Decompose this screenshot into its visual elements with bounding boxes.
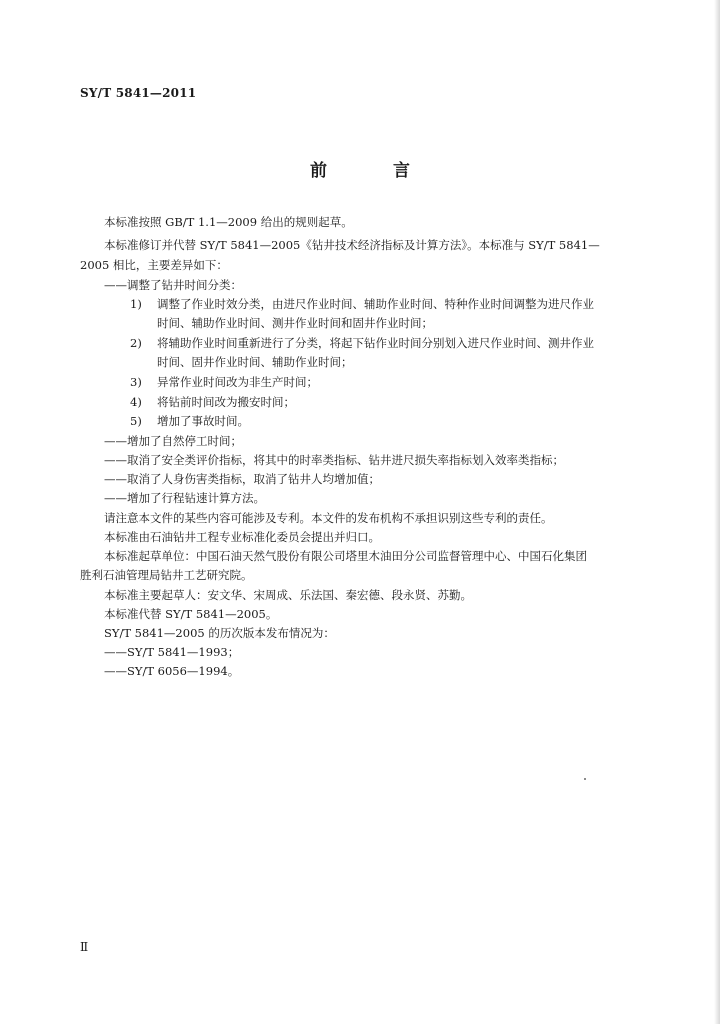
page-edge-shadow — [714, 0, 720, 1024]
numbered-item-4-number: 4) — [130, 395, 142, 409]
paragraph-drafters: 本标准主要起草人：安文华、宋周成、乐法国、秦宏德、段永贤、苏勤。 — [104, 588, 472, 602]
numbered-item-4-line1: 将钻前时间改为搬安时间； — [157, 395, 295, 409]
dash-item-trip-speed: ——增加了行程钻速计算方法。 — [104, 491, 265, 505]
numbered-item-1-line1: 调整了作业时效分类，由进尺作业时间、辅助作业时间、特种作业时间调整为进尺作业 — [157, 297, 594, 311]
numbered-item-2-line1: 将辅助作业时间重新进行了分类，将起下钻作业时间分别划入进尺作业时间、测井作业 — [157, 336, 594, 350]
scan-speck — [584, 778, 586, 780]
numbered-item-5-number: 5) — [130, 414, 142, 428]
numbered-item-5-line1: 增加了事故时间。 — [157, 414, 249, 428]
paragraph-patent-notice: 请注意本文件的某些内容可能涉及专利。本文件的发布机构不承担识别这些专利的责任。 — [104, 511, 553, 525]
numbered-item-1-line2: 时间、辅助作业时间、测井作业时间和固井作业时间； — [157, 316, 433, 330]
page-title: 前 言 — [310, 161, 440, 181]
dash-item-natural-stoppage: ——增加了自然停工时间； — [104, 434, 242, 448]
paragraph-proposer: 本标准由石油钻井工程专业标准化委员会提出并归口。 — [104, 530, 380, 544]
dash-item-safety-indicators: ——取消了安全类评价指标，将其中的时率类指标、钻井进尺损失率指标划入效率类指标； — [104, 453, 564, 467]
paragraph-replacement-line1: 本标准修订并代替 SY/T 5841—2005《钻井技术经济指标及计算方法》。本标准与 SY/T 5841— — [104, 238, 600, 252]
paragraph-drafting-rules: 本标准按照 GB/T 1.1—2009 给出的规则起草。 — [104, 215, 353, 229]
page-number: Ⅱ — [80, 940, 89, 954]
numbered-item-2-number: 2) — [130, 336, 142, 350]
numbered-item-1-number: 1) — [130, 297, 142, 311]
history-item-1994: ——SY/T 6056—1994。 — [104, 664, 240, 678]
numbered-item-3-line1: 异常作业时间改为非生产时间； — [157, 375, 318, 389]
paragraph-replaces: 本标准代替 SY/T 5841—2005。 — [104, 607, 278, 621]
numbered-item-2-line2: 时间、固井作业时间、辅助作业时间； — [157, 355, 353, 369]
dash-item-injury-indicators: ——取消了人身伤害类指标，取消了钻井人均增加值； — [104, 472, 380, 486]
numbered-item-3-number: 3) — [130, 375, 142, 389]
history-item-1993: ——SY/T 5841—1993； — [104, 645, 240, 659]
document-code: SY/T 5841—2011 — [80, 86, 197, 100]
dash-item-time-classification: ——调整了钻井时间分类： — [104, 278, 242, 292]
paragraph-replacement-line2: 2005 相比，主要差异如下： — [80, 258, 228, 272]
paragraph-drafting-units-line2: 胜利石油管理局钻井工艺研究院。 — [80, 568, 253, 582]
paragraph-edition-history: SY/T 5841—2005 的历次版本发布情况为： — [104, 626, 335, 640]
paragraph-drafting-units-line1: 本标准起草单位：中国石油天然气股份有限公司塔里木油田分公司监督管理中心、中国石化集团 — [104, 549, 587, 563]
